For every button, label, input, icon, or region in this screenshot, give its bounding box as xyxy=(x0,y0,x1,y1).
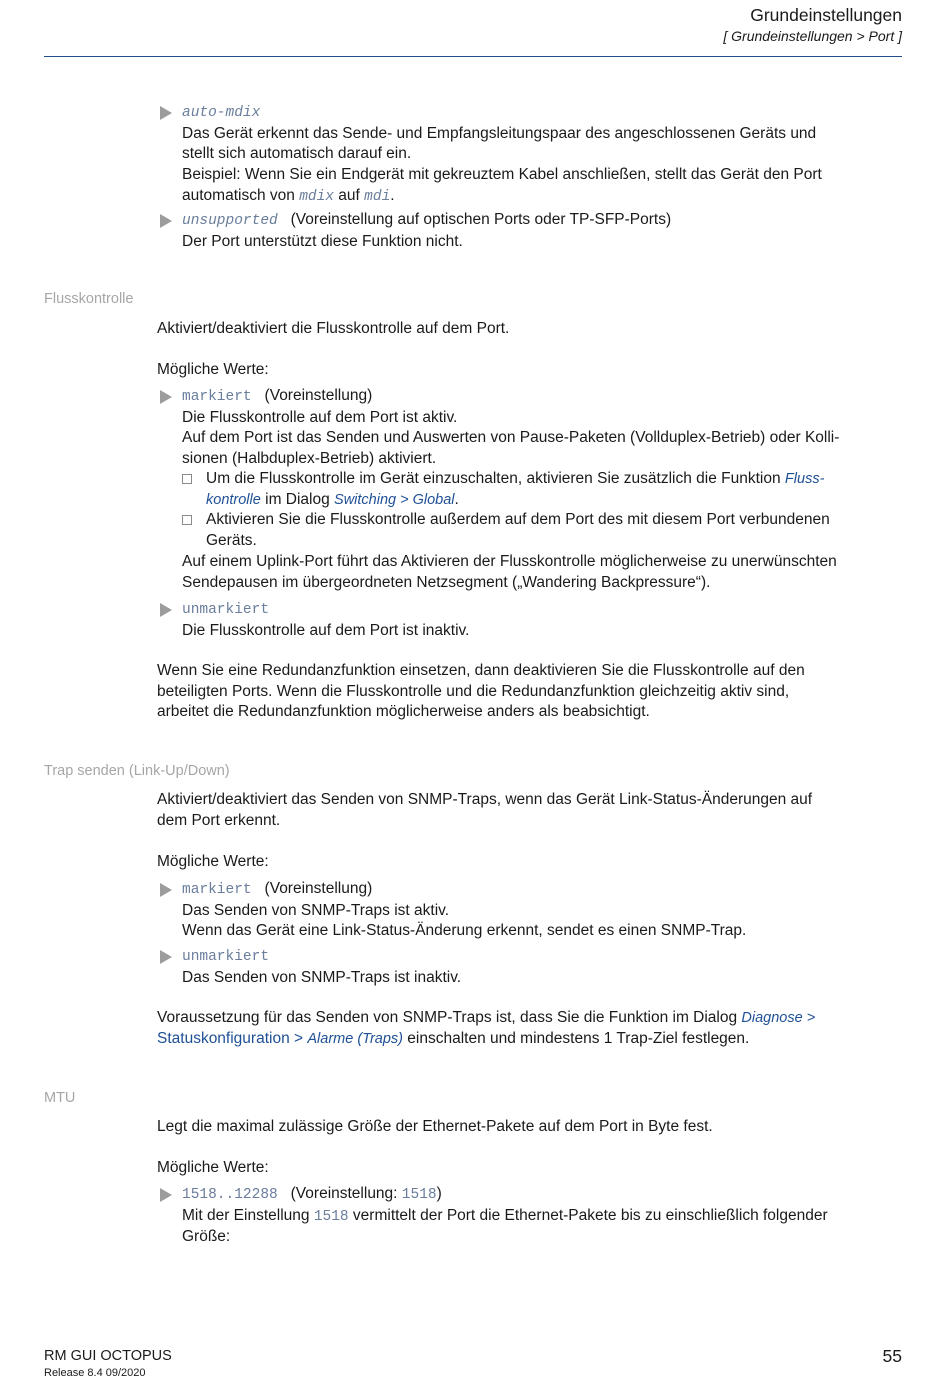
value-code: 1518 xyxy=(401,1187,437,1203)
text-fragment: . xyxy=(454,490,459,508)
page-header-title: Grundeinstellungen xyxy=(750,5,902,25)
dialog-link[interactable]: Alarme (Traps) xyxy=(307,1030,403,1047)
text-fragment: Mit der Einstellung xyxy=(182,1206,314,1224)
paragraph: Legt die maximal zulässige Größe der Ethernet-Pakete auf dem Port in Byte fest. xyxy=(157,1118,713,1135)
default-note: (Voreinstellung) xyxy=(264,880,373,897)
function-link[interactable]: kontrolle xyxy=(206,491,261,508)
value-code: mdix xyxy=(299,188,334,205)
text-line: Geräts. xyxy=(206,531,257,549)
default-note: (Voreinstellung auf optischen Ports oder TP-SFP-Ports) xyxy=(290,211,672,228)
text-fragment: (Voreinstellung: xyxy=(290,1185,402,1202)
text-line: Das Gerät erkennt das Sende- und Empfangsleitungspaar des angeschlossenen Geräts und xyxy=(182,124,817,142)
value-code: unsupported xyxy=(182,213,278,229)
dialog-link[interactable]: Switching > Global xyxy=(334,491,455,508)
value-code: unmarkiert xyxy=(182,602,270,618)
text-line: stellt sich automatisch darauf ein. xyxy=(182,145,412,163)
list-item-marked xyxy=(160,386,905,470)
list-item-auto-mdix xyxy=(160,102,905,208)
text-fragment: vermittelt der Port die Ethernet-Pakete bis zu einschließlich folgender xyxy=(348,1206,828,1224)
bullet-triangle-icon xyxy=(160,106,172,120)
text-line: dem Port erkennt. xyxy=(157,811,281,829)
text-line: Aktivieren Sie die Flusskontrolle außerdem auf dem Port des mit diesem Port verbundenen xyxy=(206,511,830,528)
text-fragment: Um die Flusskontrolle im Gerät einzuschalten, aktivieren Sie zusätzlich die Funktion xyxy=(206,470,785,487)
list-item-marked xyxy=(160,879,905,942)
checkbox-bullet-icon xyxy=(182,474,192,484)
page-number: 55 xyxy=(882,1346,902,1366)
paragraph xyxy=(157,790,905,831)
text-line: Die Flusskontrolle auf dem Port ist inaktiv. xyxy=(182,621,470,639)
text-line: Sendepausen im übergeordneten Netzsegment („Wandering Backpressure“). xyxy=(182,573,711,591)
text-fragment: im Dialog xyxy=(260,490,335,508)
bullet-triangle-icon xyxy=(160,603,172,617)
text-fragment: . xyxy=(390,186,395,204)
text-fragment: auf xyxy=(334,186,365,204)
text-line: Der Port unterstützt diese Funktion nicht. xyxy=(182,232,463,250)
header-divider xyxy=(44,56,902,57)
footer-product: RM GUI OCTOPUS xyxy=(44,1348,172,1364)
dialog-link[interactable]: Diagnose > xyxy=(741,1010,816,1026)
uplink-note xyxy=(182,552,904,593)
text-line: Das Senden von SNMP-Traps ist aktiv. xyxy=(182,901,450,919)
default-note: (Voreinstellung) xyxy=(264,387,373,404)
paragraph xyxy=(157,1008,905,1049)
list-item-mtu-range xyxy=(160,1184,905,1248)
text-line: Das Senden von SNMP-Traps ist inaktiv. xyxy=(182,968,462,986)
text-line: arbeitet die Redundanzfunktion möglicherweise anders als beabsichtigt. xyxy=(157,703,650,721)
dialog-link[interactable]: Statuskonfiguration > xyxy=(157,1029,308,1047)
value-code: unmarkiert xyxy=(182,949,270,965)
bullet-triangle-icon xyxy=(160,390,172,404)
possible-values-label: Mögliche Werte: xyxy=(157,1159,269,1176)
text-fragment: ) xyxy=(436,1185,442,1202)
bullet-triangle-icon xyxy=(160,883,172,897)
text-fragment: einschalten und mindestens 1 Trap-Ziel festlegen. xyxy=(402,1029,750,1047)
paragraph: Aktiviert/deaktiviert die Flusskontrolle auf dem Port. xyxy=(157,320,510,337)
bullet-triangle-icon xyxy=(160,1188,172,1202)
list-item-unmarked xyxy=(160,946,905,988)
text-line: Aktiviert/deaktiviert das Senden von SNMP-Traps, wenn das Gerät Link-Status-Änderungen auf xyxy=(157,791,813,808)
bullet-triangle-icon xyxy=(160,214,172,228)
text-line: Auf dem Port ist das Senden und Auswerten von Pause-Paketen (Vollduplex-Betrieb) oder Kolli- xyxy=(182,429,840,447)
section-label-trap: Trap senden (Link-Up/Down) xyxy=(44,763,230,779)
value-code: mdi xyxy=(364,188,391,205)
list-item-unmarked xyxy=(160,599,905,641)
text-line: beteiligten Ports. Wenn die Flusskontrolle und die Redundanzfunktion gleichzeitig aktiv sind, xyxy=(157,682,790,700)
breadcrumb: [ Grundeinstellungen > Port ] xyxy=(723,28,902,44)
value-code: auto-mdix xyxy=(182,105,261,121)
checkbox-bullet-icon xyxy=(182,515,192,525)
text-line: Auf einem Uplink-Port führt das Aktivieren der Flusskontrolle möglicherweise zu unerwünschten xyxy=(182,553,837,570)
text-line: sionen (Halbduplex-Betrieb) aktiviert. xyxy=(182,450,437,468)
text-line: Größe: xyxy=(182,1228,231,1246)
text-line: Beispiel: Wenn Sie ein Endgerät mit gekreuztem Kabel anschließen, stellt das Gerät den Port xyxy=(182,166,822,184)
footer-release: Release 8.4 09/2020 xyxy=(44,1367,146,1379)
value-code: markiert xyxy=(182,389,252,405)
text-line: Wenn Sie eine Redundanzfunktion einsetzen, dann deaktivieren Sie die Flusskontrolle auf den xyxy=(157,662,805,679)
bullet-triangle-icon xyxy=(160,950,172,964)
sub-list-item xyxy=(182,510,904,551)
section-label-mtu: MTU xyxy=(44,1090,76,1106)
text-fragment: Voraussetzung für das Senden von SNMP-Traps ist, dass Sie die Funktion im Dialog xyxy=(157,1009,742,1026)
function-link[interactable]: Fluss- xyxy=(784,471,825,487)
section-label-flow-control: Flusskontrolle xyxy=(44,291,134,307)
sub-list-item xyxy=(182,469,904,510)
value-code: markiert xyxy=(182,882,252,898)
text-line: Wenn das Gerät eine Link-Status-Änderung erkennt, sendet es einen SNMP-Trap. xyxy=(182,922,747,940)
text-fragment: automatisch von xyxy=(182,186,300,204)
paragraph xyxy=(157,661,905,723)
possible-values-label: Mögliche Werte: xyxy=(157,853,269,870)
possible-values-label: Mögliche Werte: xyxy=(157,361,269,378)
value-code: 1518..12288 xyxy=(182,1187,278,1203)
value-code: 1518 xyxy=(313,1208,349,1225)
list-item-unsupported xyxy=(160,210,905,252)
text-line xyxy=(182,186,905,208)
text-line: Die Flusskontrolle auf dem Port ist aktiv. xyxy=(182,408,458,426)
